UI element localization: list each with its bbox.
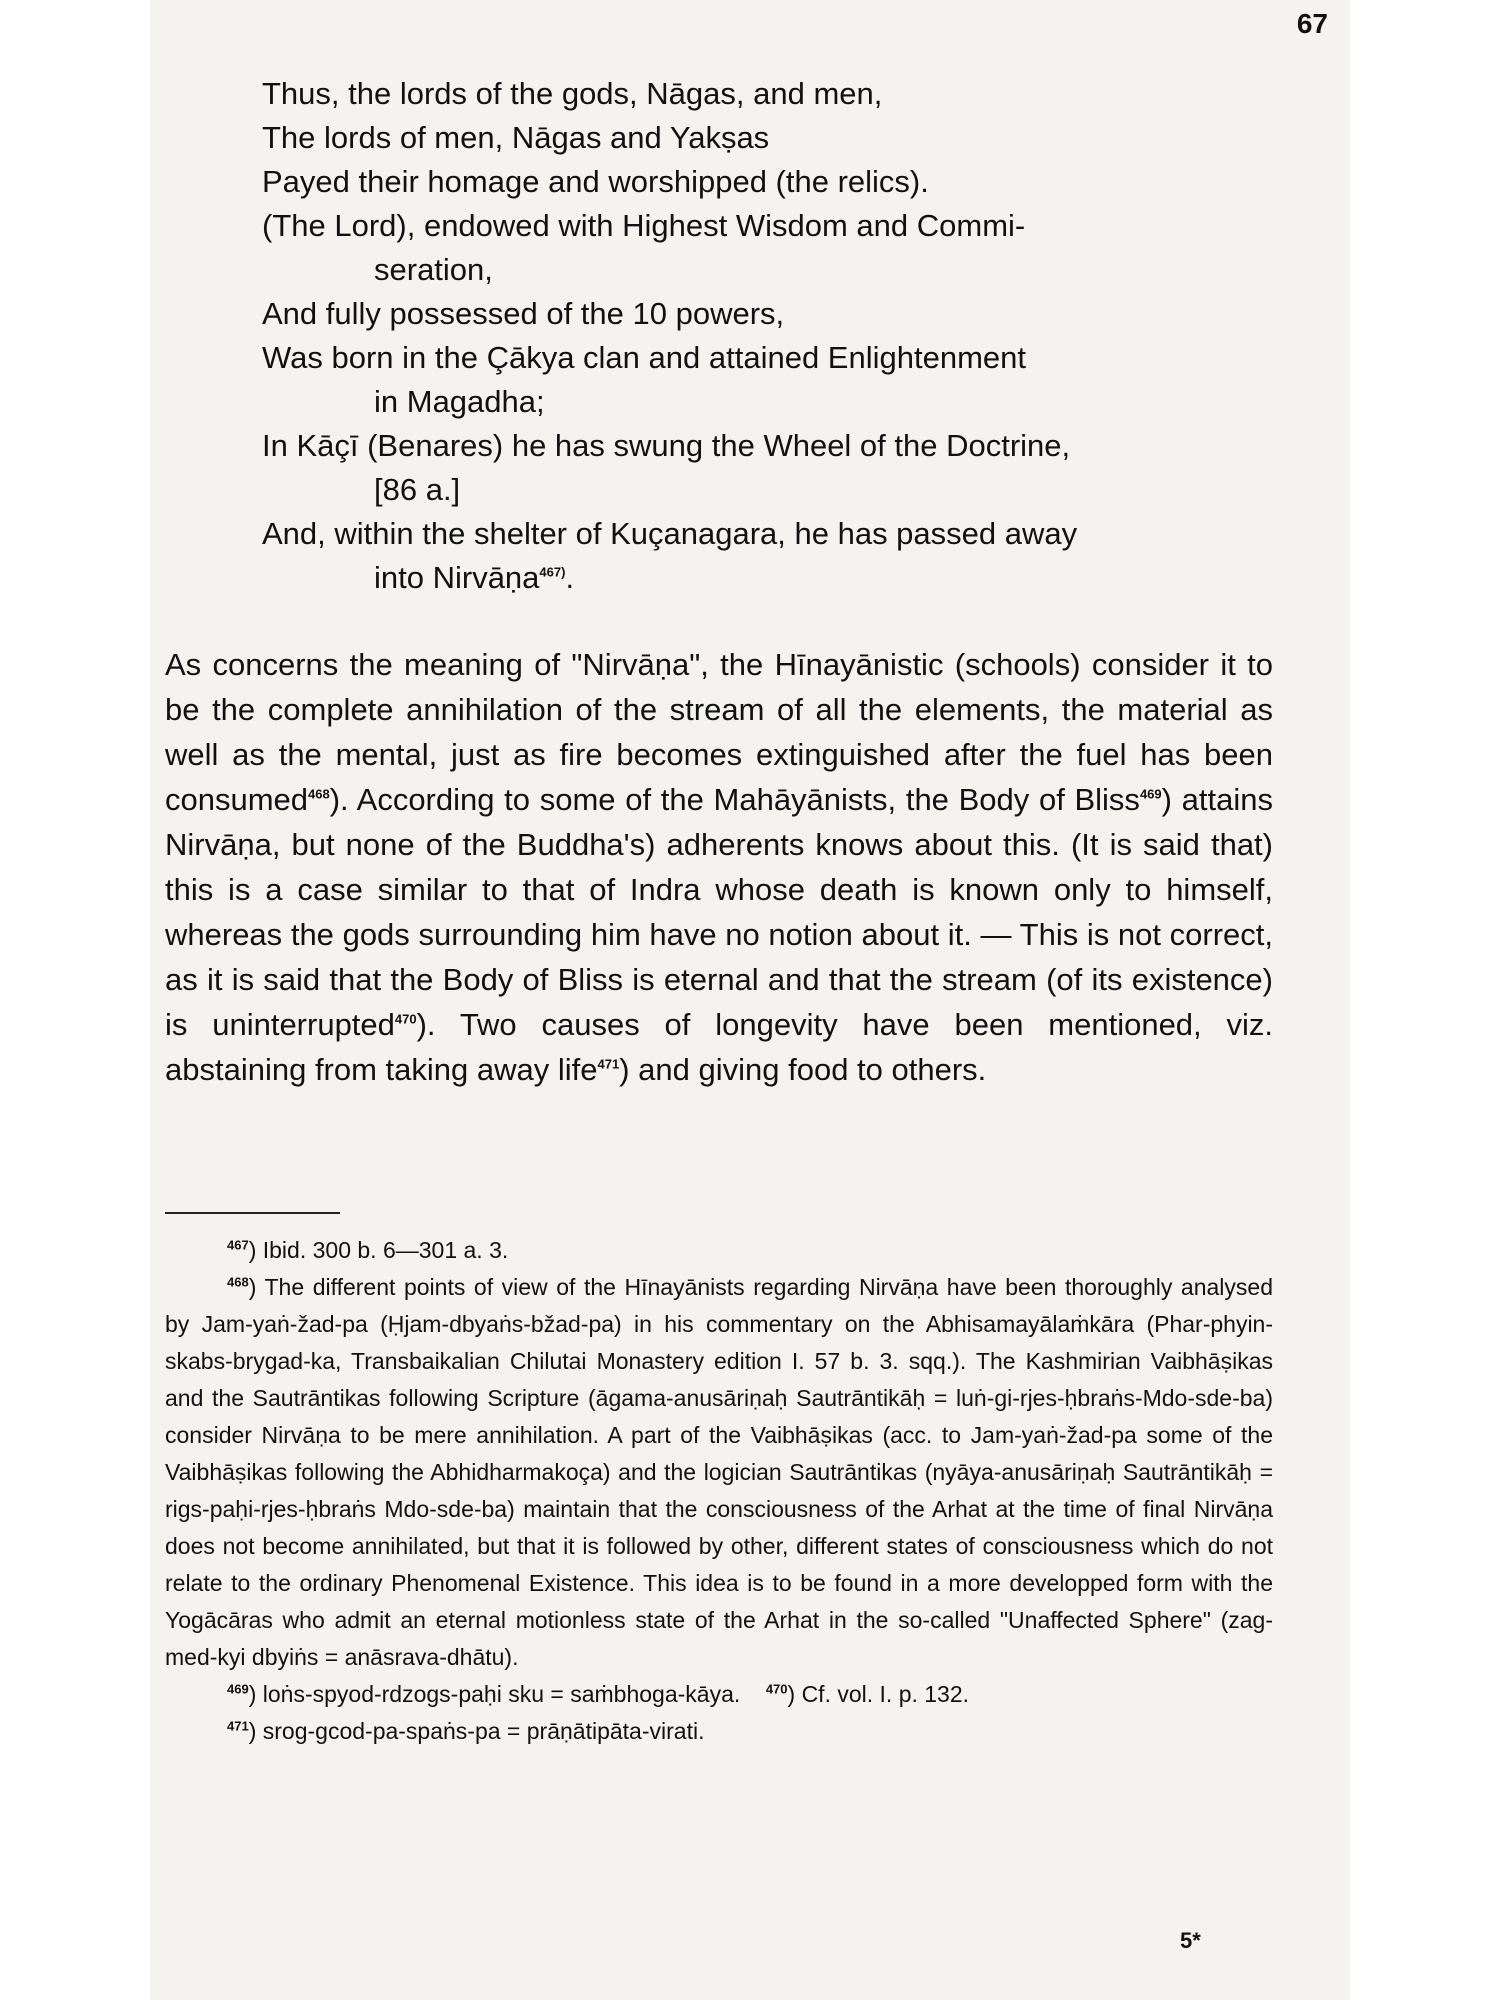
footnote-ref-469[interactable]: 469 xyxy=(1139,786,1162,802)
page-number: 67 xyxy=(1296,8,1328,39)
paragraph-text: ) attains Nirvāṇa, but none of the Buddha's) adherents knows about this. (It is said that) this is a case similar to that of Indra whose death is known only to himself, whereas the gods surrounding him have no notion about it. — This is not correct, as it is said that the Body of Bliss is eternal and that the stream (of its existence) is uninterrupted xyxy=(165,782,1273,1042)
footnote-ref-470[interactable]: 470 xyxy=(394,1011,417,1027)
verse-line: And fully possessed of the 10 powers, xyxy=(262,296,785,331)
footnote-467 xyxy=(165,1232,1273,1269)
footnotes xyxy=(165,1232,1273,1750)
verse-line: in Magadha; xyxy=(374,384,545,419)
verse-text: . xyxy=(565,560,575,595)
verse-line xyxy=(262,556,1272,600)
footnote-ref-471[interactable]: 471 xyxy=(597,1056,620,1072)
footnote-marker: 471 xyxy=(227,1718,249,1734)
book-page xyxy=(150,0,1350,2000)
verse-line: seration, xyxy=(374,252,493,287)
paragraph-text: As concerns the meaning of "Nirvāṇa", the Hīnayānistic (schools) consider it to be the complete annihilation of the stream of all the elements, the material as well as the mental, just as fire becomes extinguished after the fuel has been consumed xyxy=(165,647,1273,817)
verse-line: (The Lord), endowed with Highest Wisdom and Commi- xyxy=(262,208,1026,243)
footnote-468 xyxy=(165,1269,1273,1676)
paragraph-text: ). Two causes of longevity have been mentioned, viz. abstaining from taking away life xyxy=(165,1007,1273,1087)
footnote-ref-467[interactable]: 467) xyxy=(539,564,566,580)
footnote-marker: 470 xyxy=(765,1681,788,1697)
verse-line: And, within the shelter of Kuçanagara, he has passed away xyxy=(262,516,1078,551)
verse-text: into Nirvāṇa xyxy=(374,560,540,595)
footnote-marker: 469 xyxy=(227,1681,249,1697)
verse-line: The lords of men, Nāgas and Yakṣas xyxy=(262,120,770,155)
footnote-ref-468[interactable]: 468 xyxy=(308,786,330,802)
main-paragraph xyxy=(165,642,1273,1092)
footnote-469-470 xyxy=(165,1676,1273,1713)
footnote-text: ) Ibid. 300 b. 6—301 a. 3. xyxy=(248,1237,509,1263)
footnote-471 xyxy=(165,1713,1273,1750)
footnote-text: ) The different points of view of the Hīnayānists regarding Nirvāṇa have been thoroughly analysed by Jam-yaṅ-žad-pa (Ḥjam-dbyaṅs-bžad-pa) in his commentary on the Abhisamayālaṁkāra (Phar-phyin-skabs-brygad-ka, Transbaikalian Chilutai Monastery edition I. 57 b. 3. sqq.). The Kashmirian Vaibhāṣikas and the Sautrāntikas following Scripture (āgama-anusāriṇaḥ Sautrāntikāḥ = luṅ-gi-rjes-ḥbraṅs-Mdo-sde-ba) consider Nirvāṇa to be mere annihilation. A part of the Vaibhāṣikas (acc. to Jam-yaṅ-žad-pa some of the Vaibhāṣikas following the Abhidharmakoça) and the logician Sautrāntikas (nyāya-anusāriṇaḥ Sautrāntikāḥ = rigs-paḥi-rjes-ḥbraṅs Mdo-sde-ba) maintain that the consciousness of the Arhat at the time of final Nirvāṇa does not become annihilated, but that it is followed by other, different states of consciousness which do not relate to the ordinary Phenomenal Existence. This idea is to be found in a more developped form with the Yogācāras who admit an eternal motionless state of the Arhat in the so-called "Unaffected Sphere" (zag-med-kyi dbyiṅs = anāsrava-dhātu). xyxy=(165,1274,1273,1670)
verse-line: [86 a.] xyxy=(374,472,461,507)
footnote-text: ) Cf. vol. I. p. 132. xyxy=(787,1681,970,1707)
footnote-marker: 468 xyxy=(227,1274,249,1290)
verse-line: Payed their homage and worshipped (the relics). xyxy=(262,164,929,199)
paragraph-text: ) and giving food to others. xyxy=(619,1052,987,1087)
verse-line: In Kāçī (Benares) he has swung the Wheel of the Doctrine, xyxy=(262,428,1071,463)
paragraph-text: ). According to some of the Mahāyānists, the Body of Bliss xyxy=(329,782,1140,817)
verse-block xyxy=(262,72,1272,600)
footnote-marker: 467 xyxy=(227,1237,249,1253)
verse-line: Thus, the lords of the gods, Nāgas, and men, xyxy=(262,76,883,111)
footnote-divider xyxy=(165,1212,340,1214)
footnote-text: ) loṅs-spyod-rdzogs-paḥi sku = saṁbhoga-kāya. xyxy=(248,1681,741,1707)
verse-line: Was born in the Çākya clan and attained Enlightenment xyxy=(262,340,1026,375)
footnote-text: ) srog-gcod-pa-spaṅs-pa = prāṇātipāta-virati. xyxy=(248,1718,705,1744)
signature-mark: 5* xyxy=(1180,1928,1201,1953)
